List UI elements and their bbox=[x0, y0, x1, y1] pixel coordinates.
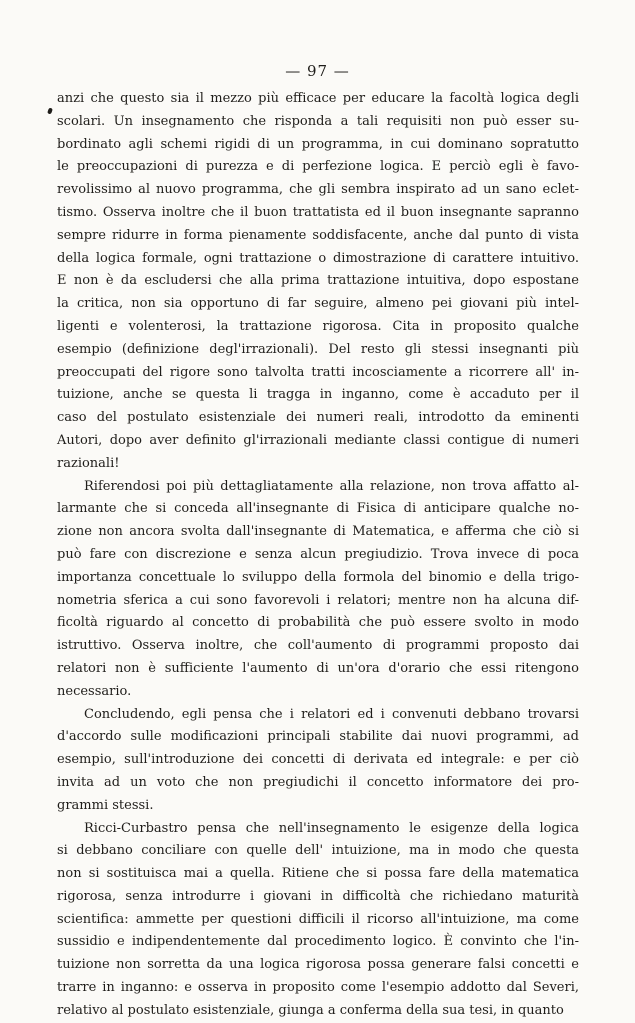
text-line: della logica formale, ogni trattazione o dimostrazione di carattere intuitivo. bbox=[57, 250, 579, 266]
text-line: Ricci-Curbastro pensa che nell'insegnamento le esigenze della logica bbox=[84, 820, 579, 836]
text-line: scolari. Un insegnamento che risponda a tali requisiti non può esser su- bbox=[57, 113, 579, 129]
text-line: ligenti e volenterosi, la trattazione rigorosa. Cita in proposito qualche bbox=[57, 318, 579, 334]
text-line: caso del postulato esistenziale dei numeri reali, introdotto da eminenti bbox=[57, 410, 579, 426]
ink-mark bbox=[47, 107, 53, 114]
text-line: necessario. bbox=[57, 683, 132, 699]
text-line: grammi stessi. bbox=[57, 797, 154, 813]
text-line: zione non ancora svolta dall'insegnante di Matematica, e afferma che ciò si bbox=[57, 524, 579, 540]
text-line: scientifica: ammette per questioni difficili il ricorso all'intuizione, ma come bbox=[57, 911, 579, 927]
text-line: si debbano conciliare con quelle dell' intuizione, ma in modo che questa bbox=[57, 843, 579, 859]
text-line: Concludendo, egli pensa che i relatori ed i convenuti debbano trovarsi bbox=[84, 706, 579, 722]
text-line: tismo. Osserva inoltre che il buon trattatista ed il buon insegnante sapranno bbox=[57, 204, 579, 220]
paragraph bbox=[57, 704, 579, 818]
text-line: sussidio e indipendentemente dal procedimento logico. È convinto che l'in- bbox=[57, 934, 579, 950]
text-line: E non è da escludersi che alla prima trattazione intuitiva, dopo espostane bbox=[57, 273, 579, 289]
text-line: istruttivo. Osserva inoltre, che coll'aumento di programmi proposto dai bbox=[57, 638, 579, 654]
text-line: d'accordo sulle modificazioni principali stabilite dai nuovi programmi, ad bbox=[57, 729, 579, 745]
text-line: relatori non è sufficiente l'aumento di un'ora d'orario che essi ritengono bbox=[57, 660, 579, 676]
text-line: tuizione, anche se questa li tragga in inganno, come è accaduto per il bbox=[57, 387, 579, 403]
text-line: sempre ridurre in forma pienamente soddisfacente, anche dal punto di vista bbox=[57, 227, 579, 243]
text-line: anzi che questo sia il mezzo più efficace per educare la facoltà logica degli bbox=[57, 91, 579, 106]
text-line: Riferendosi poi più dettagliatamente alla relazione, non trova affatto al- bbox=[84, 478, 579, 494]
text-line: trarre in inganno: e osserva in proposito come l'esempio addotto dal Severi, bbox=[57, 980, 579, 996]
text-line: ficoltà riguardo al concetto di probabilità che può essere svolto in modo bbox=[57, 615, 579, 631]
text-line: larmante che si conceda all'insegnante di Fisica di anticipare qualche no- bbox=[57, 501, 579, 517]
text-line: esempio (definizione degl'irrazionali). Del resto gli stessi insegnanti più bbox=[57, 341, 579, 357]
text-line: preoccupati del rigore sono talvolta tratti incosciamente a ricorrere all' in- bbox=[57, 364, 579, 380]
text-line: esempio, sull'introduzione dei concetti di derivata ed integrale: e per ciò bbox=[57, 752, 579, 768]
text-line: Autori, dopo aver definito gl'irrazionali mediante classi contigue di numeri bbox=[57, 432, 579, 448]
text-line: importanza concettuale lo sviluppo della formola del binomio e della trigo- bbox=[57, 569, 579, 585]
text-line: invita ad un voto che non pregiudichi il concetto informatore dei pro- bbox=[57, 774, 579, 790]
text-line: nometria sferica a cui sono favorevoli i relatori; mentre non ha alcuna dif- bbox=[57, 592, 579, 608]
paragraph bbox=[57, 818, 579, 1023]
text-line: bordinato agli schemi rigidi di un programma, in cui dominano sopratutto bbox=[57, 136, 579, 152]
text-line: non si sostituisca mai a quella. Ritiene che si possa fare della matematica bbox=[57, 866, 579, 882]
text-line: può fare con discrezione e senza alcun pregiudizio. Trova invece di poca bbox=[57, 546, 579, 562]
paragraph bbox=[57, 476, 579, 704]
body-text bbox=[57, 88, 579, 1023]
text-line: la critica, non sia opportuno di far seguire, almeno pei giovani più intel- bbox=[57, 296, 579, 312]
text-line: razionali! bbox=[57, 455, 120, 471]
text-line: tuizione non sorretta da una logica rigorosa possa generare falsi concetti e bbox=[57, 957, 579, 973]
text-line: relativo al postulato esistenziale, giunga a conferma della sua tesi, in quanto bbox=[57, 1002, 564, 1018]
text-line: rigorosa, senza introdurre i giovani in difficoltà che richiedano maturità bbox=[57, 888, 579, 904]
paragraph bbox=[57, 88, 579, 476]
text-line: le preoccupazioni di purezza e di perfezione logica. E perciò egli è favo- bbox=[57, 159, 579, 175]
text-line: revolissimo al nuovo programma, che gli sembra inspirato ad un sano eclet- bbox=[57, 182, 579, 198]
page-number: — 97 — bbox=[285, 62, 350, 80]
